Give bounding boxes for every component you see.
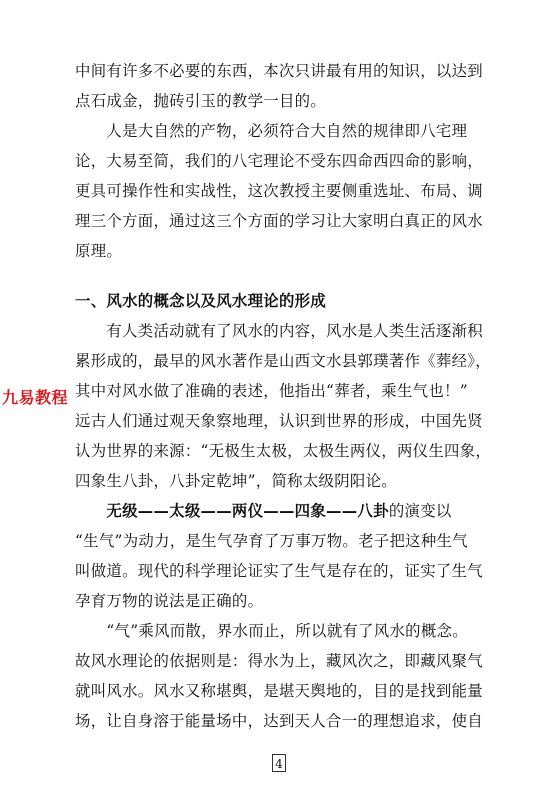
page-number: 4 xyxy=(272,754,286,772)
evolution-sequence: 无级——太级——两仪——四象——八卦 xyxy=(75,502,389,520)
paragraph-line: “生气”为动力，是生气孕育了万事万物。老子把这种生气 xyxy=(75,532,468,550)
paragraph-line: 更具可操作性和实战性，这次教授主要侧重选址、布局、调 xyxy=(75,182,483,200)
watermark-label: 九易教程 xyxy=(2,388,69,407)
paragraph-line: 累形成的，最早的风水著作是山西文水县郭璞著作《葬经》， xyxy=(75,352,491,370)
paragraph-line: 原理。 xyxy=(75,242,123,260)
paragraph-line: 有人类活动就有了风水的内容，风水是人类生活逐渐积 xyxy=(75,322,483,340)
paragraph-line: 孕育万物的说法是正确的。 xyxy=(75,592,264,610)
paragraph-line: 理三个方面，通过这三个方面的学习让大家明白真正的风水 xyxy=(75,212,483,230)
paragraph-line: 就叫风水。风水又称堪舆，是堪天舆地的，目的是找到能量 xyxy=(75,682,483,700)
paragraph-line: 远古人们通过观天象察地理，认识到世界的形成，中国先贤 xyxy=(75,412,483,430)
evolution-rest: 的演变以 xyxy=(388,502,452,520)
evolution-line xyxy=(75,501,495,521)
paragraph-line: 点石成金，抛砖引玉的教学一目的。 xyxy=(75,92,327,110)
paragraph-line: 其中对风水做了准确的表述，他指出“葬者，乘生气也！” xyxy=(75,382,468,400)
paragraph-line: 故风水理论的依据则是：得水为上，藏风次之，即藏风聚气 xyxy=(75,652,483,670)
paragraph-line: 叫做道。现代的科学理论证实了生气是存在的，证实了生气 xyxy=(75,562,483,580)
paragraph-line: 四象生八卦，八卦定乾坤”，简称太级阴阳论。 xyxy=(75,472,397,490)
paragraph-line: 人是大自然的产物，必须符合大自然的规律即八宅理 xyxy=(75,122,468,140)
paragraph-line: 认为世界的来源：“无极生太极，太极生两仪，两仪生四象， xyxy=(75,442,492,460)
paragraph-line: “气”乘风而散，界水而止，所以就有了风水的概念。 xyxy=(75,622,468,640)
section-heading: 一、风水的概念以及风水理论的形成 xyxy=(75,292,327,310)
paragraph-line: 场，让自身溶于能量场中，达到天人合一的理想追求，使自 xyxy=(75,712,483,730)
paragraph-line: 论，大易至简，我们的八宅理论不受东四命西四命的影响， xyxy=(75,152,483,170)
paragraph-line: 中间有许多不必要的东西，本次只讲最有用的知识，以达到 xyxy=(75,62,483,80)
